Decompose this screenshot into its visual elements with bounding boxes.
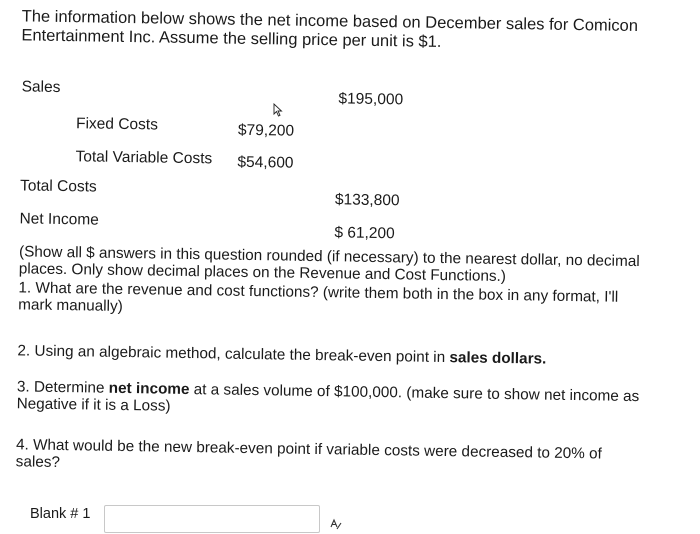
- question-3-text-pre: 3. Determine: [16, 378, 109, 397]
- question-2: [17, 342, 647, 369]
- net-income-label: Net Income: [19, 210, 99, 229]
- blank-1-input[interactable]: [104, 505, 320, 533]
- question-2-emphasis: sales dollars.: [449, 349, 547, 368]
- question-4: 4. What would be the new break-even point if variable costs were decreased to 20% of sales?: [15, 436, 602, 471]
- question-3-emphasis: net income: [108, 379, 190, 399]
- intro-text: The information below shows the net income based on December sales for Comicon Entertainment Inc. Assume the selling price per unit is $1.: [21, 7, 639, 51]
- total-costs-label: Total Costs: [19, 177, 97, 196]
- question-3: [17, 378, 647, 422]
- blank-label: Blank # 1: [30, 506, 91, 522]
- question-1: 1. What are the revenue and cost functions? (write them both in the box in any format, I'll mark manually): [18, 279, 619, 315]
- total-costs-value: $133,800: [334, 191, 400, 210]
- fixed-costs-value: $79,200: [237, 121, 295, 140]
- text-format-icon-glyph: [330, 518, 342, 530]
- mouse-pointer-icon: [273, 103, 283, 117]
- fixed-costs-label: Fixed Costs: [75, 115, 159, 134]
- variable-costs-label: Total Variable Costs: [75, 148, 213, 168]
- text-format-icon[interactable]: [330, 518, 342, 533]
- question-3-text-post: at a sales volume of $100,000. (make sure to show net income as Negative if it is a Loss): [16, 381, 640, 415]
- instructions-text: (Show all $ answers in this question rounded (if necessary) to the nearest dollar, no decimal places. Only show decimal places on the Revenue and Cost Functions.): [18, 243, 640, 285]
- question-2-text: 2. Using an algebraic method, calculate the break-even point in: [17, 342, 450, 367]
- sales-label: Sales: [21, 78, 61, 96]
- net-income-value: $ 61,200: [334, 224, 395, 243]
- sales-value: $195,000: [338, 90, 404, 109]
- variable-costs-value: $54,600: [237, 153, 294, 172]
